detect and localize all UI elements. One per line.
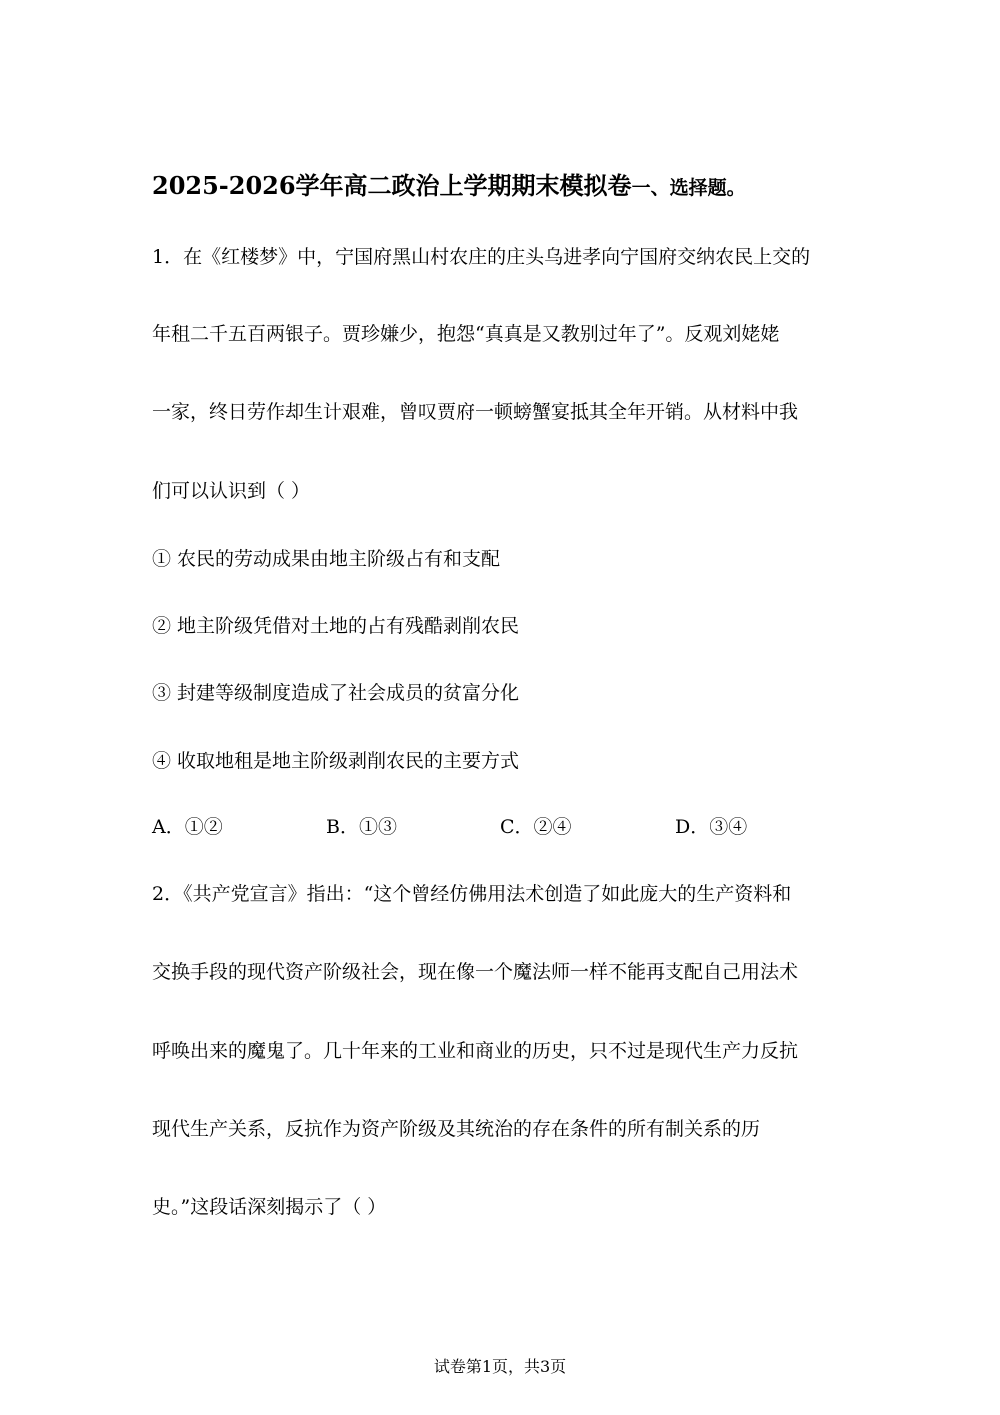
question-1-line-3: 一家，终日劳作却生计艰难，曾叹贾府一顿螃蟹宴抵其全年开销。从材料中我 [152, 401, 799, 423]
option-d[interactable]: D．③④ [675, 816, 748, 838]
document-title [152, 166, 746, 208]
page-footer: 试卷第1页，共3页 [433, 1357, 567, 1376]
question-2-line-4: 现代生产关系，反抗作为资产阶级及其统治的存在条件的所有制关系的历 [152, 1118, 761, 1140]
statement-2: ② 地主阶级凭借对土地的占有残酷剥削农民 [152, 615, 520, 637]
statement-1: ① 农民的劳动成果由地主阶级占有和支配 [152, 548, 501, 570]
question-2-line-3: 呼唤出来的魔鬼了。几十年来的工业和商业的历史，只不过是现代生产力反抗 [152, 1040, 799, 1062]
statement-3: ③ 封建等级制度造成了社会成员的贫富分化 [152, 682, 520, 704]
question-1-options [152, 813, 852, 841]
statement-4: ④ 收取地租是地主阶级剥削农民的主要方式 [152, 750, 520, 772]
option-a[interactable]: A．①② [152, 816, 223, 838]
title-text: 2025-2026学年高二政治上学期期末模拟卷 [152, 171, 632, 200]
question-1-line-2: 年租二千五百两银子。贾珍嫌少，抱怨“真真是又教别过年了”。反观刘姥姥 [152, 323, 780, 345]
question-1-line-1: 1．在《红楼梦》中，宁国府黑山村农庄的庄头乌进孝向宁国府交纳农民上交的 [152, 246, 811, 268]
option-c[interactable]: C．②④ [500, 816, 572, 838]
question-2-line-1: 2．《共产党宣言》指出：“这个曾经仿佛用法术创造了如此庞大的生产资料和 [152, 883, 792, 905]
question-2-line-2: 交换手段的现代资产阶级社会，现在像一个魔法师一样不能再支配自己用法术 [152, 961, 799, 983]
option-b[interactable]: B．①③ [326, 816, 397, 838]
section-heading: 一、选择题。 [631, 177, 746, 199]
question-1-line-4: 们可以认识到（ ） [152, 480, 311, 502]
question-2-line-5: 史。”这段话深刻揭示了（ ） [152, 1196, 387, 1218]
